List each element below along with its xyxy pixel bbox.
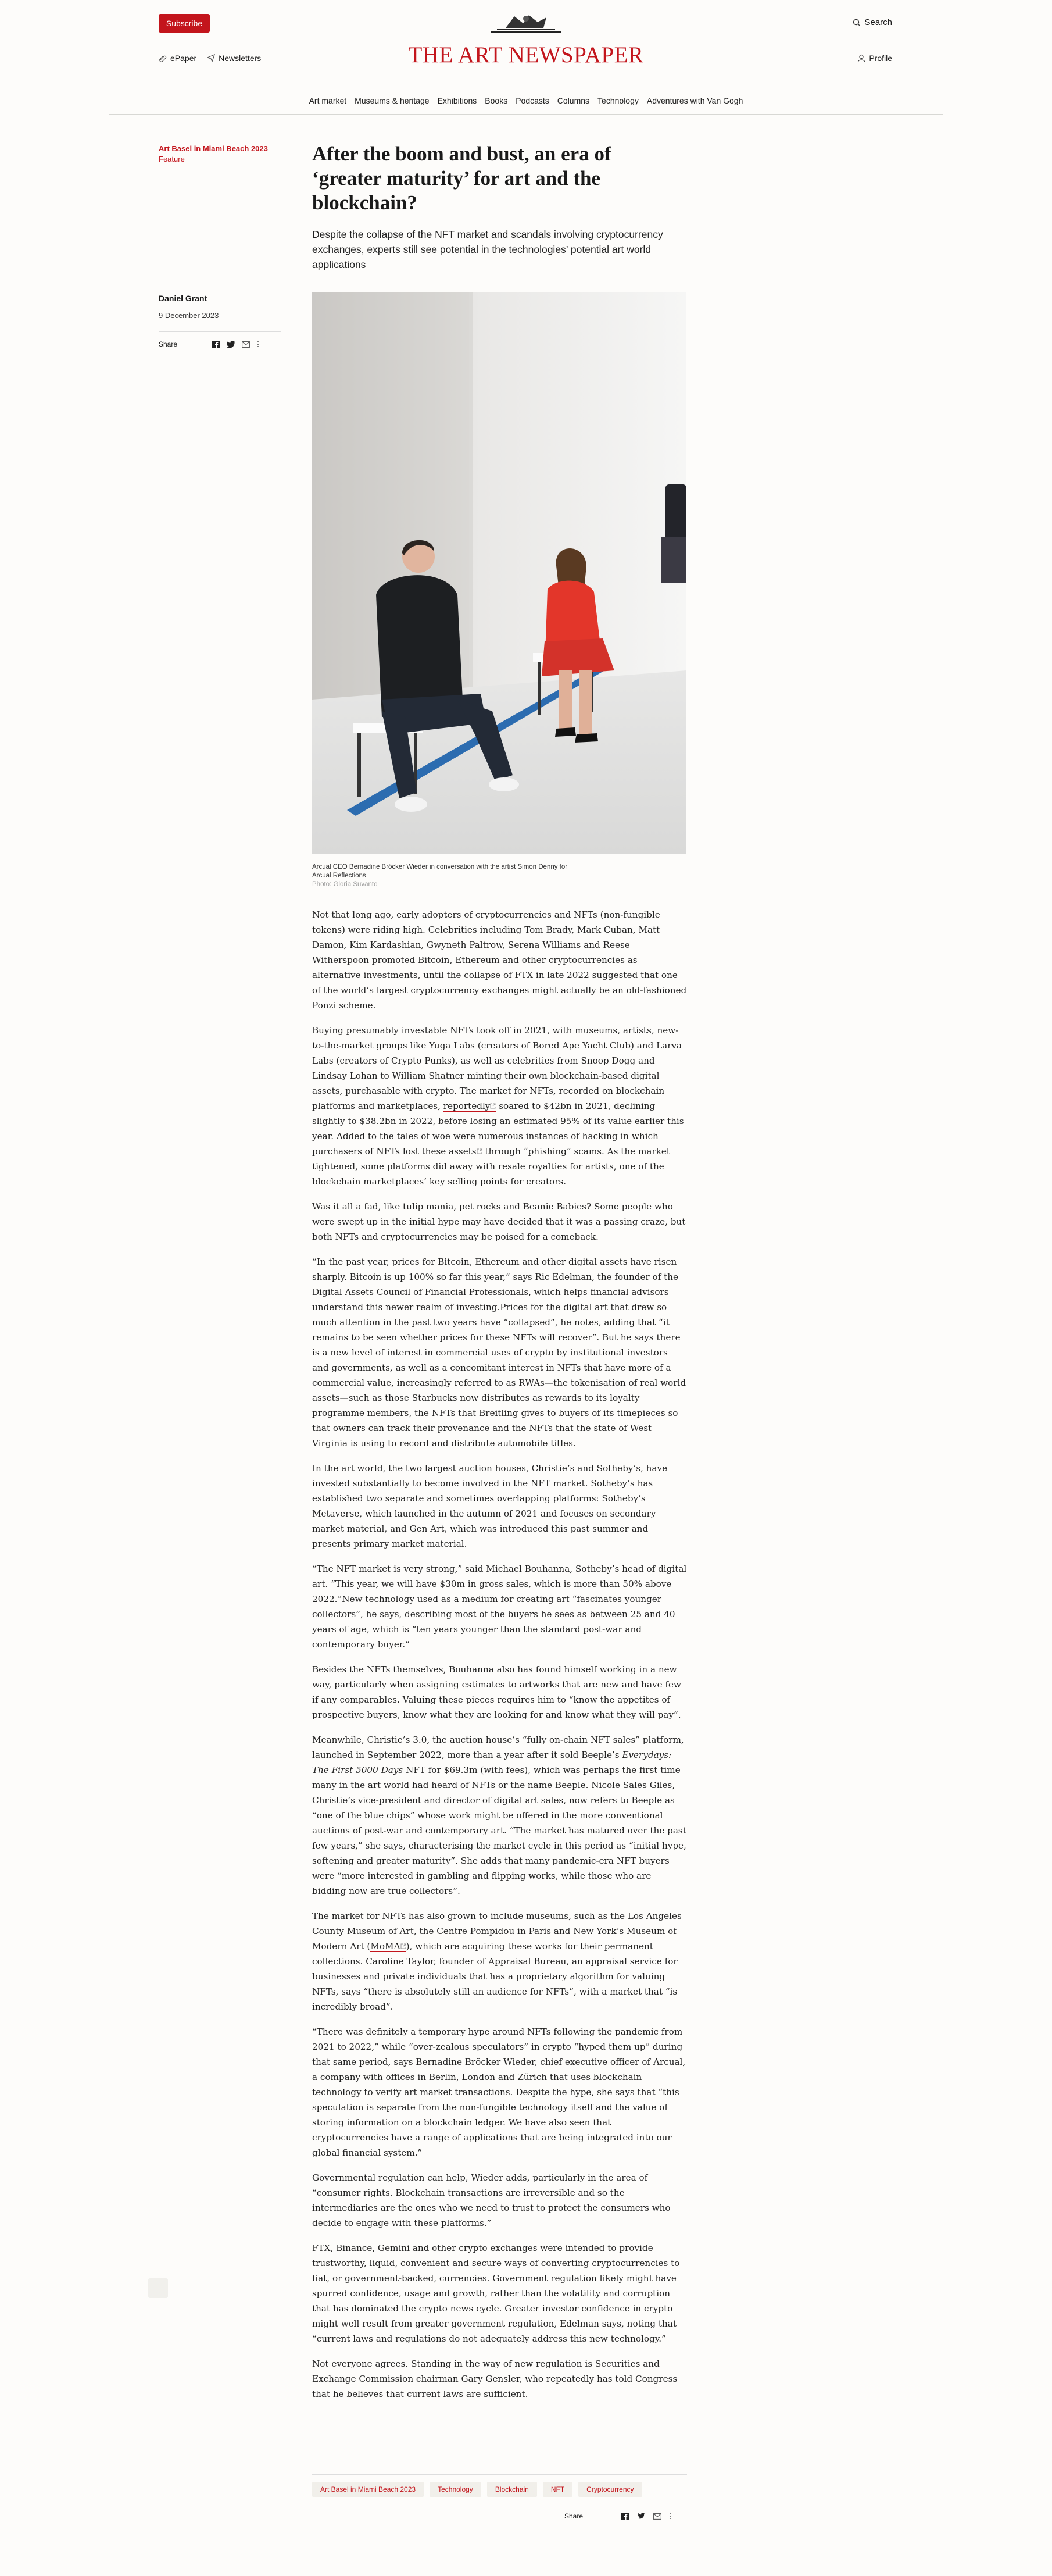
photo-illustration bbox=[312, 292, 686, 854]
external-link-icon bbox=[400, 1943, 406, 1949]
paragraph bbox=[312, 1732, 687, 1899]
paragraph: Was it all a fad, like tulip mania, pet rocks and Beanie Babies? Some people who were swept up in the initial hype may have decided that it was a passing craze, but both NFTs and cryptocurrencies may be poised for a comeback. bbox=[312, 1201, 686, 1242]
nav-item[interactable]: Books bbox=[485, 96, 508, 105]
paragraph: Governmental regulation can help, Wieder adds, particularly in the area of “consumer rights. Blockchain transactions are irreversible and so the intermediaries are the ones who we need to trust to protect the consumers who decide to engage with these platforms.” bbox=[312, 2172, 671, 2228]
link-text: reportedly bbox=[443, 1101, 491, 1111]
masthead[interactable]: THE ART NEWSPAPER bbox=[408, 42, 644, 67]
tag-chip[interactable]: Cryptocurrency bbox=[578, 2482, 642, 2497]
nav-item[interactable]: Adventures with Van Gogh bbox=[646, 96, 743, 105]
tags-divider bbox=[312, 2474, 687, 2475]
nav-item[interactable]: Exhibitions bbox=[437, 96, 477, 105]
reportedly-link[interactable] bbox=[443, 1101, 496, 1112]
paragraph: Not that long ago, early adopters of cryptocurrencies and NFTs (non-fungible tokens) were riding high. Celebrities including Tom Brady, Mark Cuban, Matt Damon, Kim Kardashian, Gwyneth Paltrow, Serena Williams and Reese Witherspoon promoted Bitcoin, Ethereum and other cryptocurrencies as alternative investments, until the collapse of FTX in late 2022 suggested that one of the world’s largest cryptocurrency exchanges might actually be an old-fashioned Ponzi scheme. bbox=[312, 909, 687, 1011]
lead-photo[interactable] bbox=[312, 292, 686, 854]
link-text: lost these assets bbox=[402, 1146, 477, 1157]
epaper-link[interactable] bbox=[159, 53, 196, 63]
paragraph bbox=[312, 1023, 687, 1189]
tag-list bbox=[312, 2482, 642, 2497]
site-header bbox=[0, 0, 1052, 110]
subscribe-button[interactable]: Subscribe bbox=[159, 14, 210, 33]
external-link-icon bbox=[490, 1103, 496, 1109]
tag-chip[interactable]: Technology bbox=[430, 2482, 481, 2497]
caption-text: Arcual CEO Bernadine Bröcker Wieder in conversation with the artist Simon Denny for Arcual Reflections bbox=[312, 864, 568, 879]
newsletter-icon bbox=[207, 54, 215, 62]
paragraph: Besides the NFTs themselves, Bouhanna also has found himself working in a new way, particularly when assigning estimates to artworks that are new and have few if any comparables. Valuing these pieces requires him to “know the appetites of prospective buyers, know what they are looking for and know what they will pay”. bbox=[312, 1664, 682, 1720]
paragraph bbox=[312, 1908, 687, 2014]
nav-item[interactable]: Technology bbox=[597, 96, 639, 105]
twitter-icon[interactable] bbox=[227, 341, 235, 348]
paragraph: FTX, Binance, Gemini and other crypto exchanges were intended to provide trustworthy, liquid, convenient and secure ways of converting cryptocurrencies to fiat, or government-backed, currencies. Government regulation likely might have spurred confidence, usage and growth, rather than the volatility and corruption that has dominated the crypto news cycle. Greater investor confidence in crypto might well result from greater government regulation, Edelman says, noting that “current laws and regulations do not adequately address this new technology.” bbox=[312, 2243, 680, 2344]
text-run: Buying presumably investable NFTs took off in 2021, with museums, artists, new-to-the-market groups like Yuga Labs (creators of Bored Ape Yacht Club) and Larva Labs (creators of Crypto Punks), as well as celebrities from Snoop Dogg and Lindsay Lohan to William Shatner minting their own blockchain-based digital assets, purchasable with crypto. The market for NFTs, recorded on blockchain platforms and marketplaces, bbox=[312, 1025, 682, 1111]
article-meta bbox=[159, 144, 281, 163]
share-bar bbox=[159, 331, 281, 356]
epaper-label: ePaper bbox=[170, 53, 197, 63]
newsletters-label: Newsletters bbox=[219, 53, 262, 63]
tag-chip[interactable]: NFT bbox=[543, 2482, 572, 2497]
article-type: Feature bbox=[159, 155, 185, 163]
photo-caption bbox=[312, 863, 585, 889]
text-run: through “phishing” scams. As the market tightened, some platforms did away with resale royalties for artists, one of the blockchain marketplaces’ key selling points for creators. bbox=[312, 1146, 670, 1187]
more-icon[interactable] bbox=[257, 341, 259, 348]
paragraph: “The NFT market is very strong,” said Michael Bouhanna, Sotheby’s head of digital art. “This year, we will have $30m in gross sales, which is more than 50% above 2022.”New technology used as a medium for creating art “fascinates younger collectors”, he says, describing most of the buyers he sees as between 25 and 40 years of age, which is “ten years younger than the standard post-war and contemporary buyer.” bbox=[312, 1564, 687, 1650]
search-label: Search bbox=[864, 17, 892, 27]
email-icon[interactable] bbox=[653, 2513, 661, 2520]
facebook-icon[interactable] bbox=[212, 341, 220, 348]
nav-item[interactable]: Columns bbox=[557, 96, 590, 105]
paragraph: In the art world, the two largest auction houses, Christie’s and Sotheby’s, have invested substantially to become involved in the NFT market. Sotheby’s has established two separate and sometimes overlapping platforms: Sotheby’s Metaverse, which launched in the autumn of 2021 and focuses on secondary market material, and Gen Art, which was introduced this past summer and presents primary market material. bbox=[312, 1463, 668, 1549]
profile-label: Profile bbox=[869, 53, 892, 63]
moma-link[interactable] bbox=[370, 1941, 406, 1952]
publish-date: 9 December 2023 bbox=[159, 311, 219, 320]
paragraph: “In the past year, prices for Bitcoin, Ethereum and other digital assets have risen sharply. Bitcoin is up 100% so far this year,” says Ric Edelman, the founder of the Digital Assets Council of Financial Professionals, which helps financial advisors understand this newer realm of investing.Prices for the digital art that drew so much attention in the past two years have “collapsed”, he notes, adding that “it remains to be seen whether prices for these NFTs will recover”. But he says there is a new level of interest in commercial uses of crypto by institutional investors and governments, as well as a concomitant interest in NFTs that have more of a commercial value, increasingly referred to as RWAs—the tokenisation of real world assets—such as those Starbucks now distributes as rewards to its loyalty programme members, the NFTs that Breitling gives to buyers of its timepieces so that owners can track their provenance and the NFTs that the state of West Virginia is using to record and distribute automobile titles. bbox=[312, 1257, 686, 1448]
article-headline: After the boom and bust, an era of ‘greater maturity’ for art and the blockchain? bbox=[312, 142, 611, 214]
article-kicker[interactable]: Art Basel in Miami Beach 2023 bbox=[159, 144, 268, 153]
text-run: The market for NFTs has also grown to include museums, such as the Los Angeles County Museum of Art, the Centre Pompidou in Paris and New York’s Museum of Modern Art ( bbox=[312, 1911, 682, 1951]
share-label: Share bbox=[159, 340, 178, 348]
link-text: MoMA bbox=[370, 1941, 400, 1951]
profile-link[interactable] bbox=[857, 53, 892, 63]
nav-item[interactable]: Art market bbox=[309, 96, 347, 105]
twitter-icon[interactable] bbox=[637, 2513, 645, 2520]
section-nav bbox=[0, 96, 1052, 105]
paragraph: “There was definitely a temporary hype around NFTs following the pandemic from 2021 to 2022,” while “over-zealous speculators” in crypto “hyped them up” during that same period, says Bernadine Bröcker Wieder, chief executive officer of Arcual, a company with offices in Berlin, London and Zürich that uses blockchain technology to verify art market transactions. Despite the hype, she says that “this speculation is separate from the non-fungible technology itself and the value of storing information on a blockchain ledger. We have also seen that cryptocurrencies have a range of applications that are being integrated into our global financial system.” bbox=[312, 2026, 686, 2158]
nav-divider bbox=[109, 114, 943, 115]
photo-credit: Photo: Gloria Suvanto bbox=[312, 881, 378, 888]
nav-item[interactable]: Podcasts bbox=[516, 96, 549, 105]
article-body bbox=[312, 907, 687, 2411]
text-run: ), which are acquiring these works for their permanent collections. Caroline Taylor, founder of Appraisal Bureau, an appraisal service for businesses and private individuals that has a proprietary algorithm for valuing NFTs, says “there is absolutely still an audience for NFTs”, with a market that “is incredibly broad”. bbox=[312, 1941, 678, 2012]
profile-icon bbox=[857, 54, 865, 62]
text-run: NFT for $69.3m (with fees), which was perhaps the first time many in the art world had heard of NFTs or the name Beeple. Nicole Sales Giles, Christie’s vice-president and director of digital art sales, now refers to Beeple as “one of the blue chips” whose work might be offered in the more conventional auctions of post-war and contemporary art. “The market has matured over the past few years,” she says, characterising the market cycle in this period as “initial hype, softening and greater maturity”. She adds that many pandemic-era NFT buyers were “more interested in gambling and flipping works, while those who are bidding now are true collectors”. bbox=[312, 1765, 686, 1896]
article-standfirst: Despite the collapse of the NFT market and scandals involving cryptocurrency exchanges, experts still see potential in the technologies’ potential art world applications bbox=[312, 229, 663, 270]
lost-assets-link[interactable] bbox=[403, 1146, 482, 1157]
newsletters-link[interactable] bbox=[207, 53, 261, 63]
epaper-icon bbox=[159, 54, 167, 62]
utility-links bbox=[159, 53, 261, 63]
text-run: Meanwhile, Christie’s 3.0, the auction house’s “fully on-chain NFT sales” platform, launched in September 2022, more than a year after it sold Beeple’s bbox=[312, 1735, 684, 1760]
paragraph: Not everyone agrees. Standing in the way of new regulation is Securities and Exchange Commission chairman Gary Gensler, who repeatedly has told Congress that he believes that current laws are sufficient. bbox=[312, 2359, 678, 2399]
artwork-title: Everydays: The First 5000 Days bbox=[312, 1750, 672, 1775]
search-icon bbox=[853, 19, 861, 27]
share-bar-bottom bbox=[564, 2512, 672, 2520]
more-icon[interactable] bbox=[670, 2513, 672, 2520]
nav-item[interactable]: Museums & heritage bbox=[355, 96, 430, 105]
facebook-icon[interactable] bbox=[621, 2513, 629, 2520]
external-link-icon bbox=[477, 1148, 482, 1154]
logo-emblem[interactable] bbox=[474, 12, 578, 41]
email-icon[interactable] bbox=[242, 341, 250, 348]
share-label: Share bbox=[564, 2512, 584, 2520]
text-run: soared to $42bn in 2021, declining slightly to $38.2bn in 2022, before losing an estimated 95% of its value earlier this year. Added to the tales of woe were numerous instances of hacking in which purchasers of NFTs bbox=[312, 1101, 684, 1157]
tag-chip[interactable]: Art Basel in Miami Beach 2023 bbox=[312, 2482, 424, 2497]
floating-placeholder bbox=[148, 2278, 168, 2298]
search-link[interactable] bbox=[853, 17, 892, 27]
tag-chip[interactable]: Blockchain bbox=[487, 2482, 537, 2497]
author-name[interactable]: Daniel Grant bbox=[159, 294, 207, 303]
